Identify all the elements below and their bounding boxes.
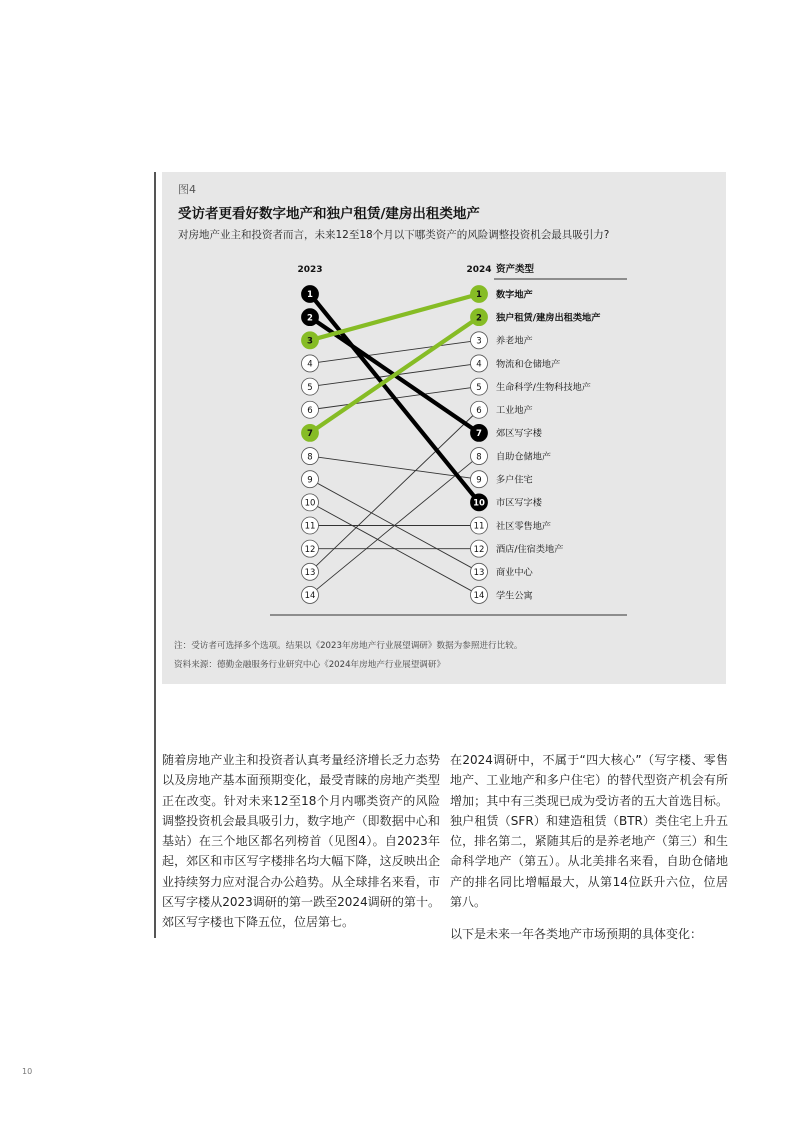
right-rank-label: 7	[476, 429, 482, 440]
left-rank-label: 9	[307, 475, 313, 486]
body-column-right	[450, 750, 728, 957]
right-rank-label: 5	[476, 382, 482, 393]
body-column-left	[162, 750, 440, 933]
right-rank-label: 3	[476, 336, 482, 347]
right-rank-label: 6	[476, 405, 482, 416]
figure-source: 资料来源：德勤金融服务行业研究中心《2024年房地产行业展望调研》	[174, 660, 446, 670]
category-label: 商业中心	[496, 567, 533, 579]
slope-line	[310, 340, 479, 363]
right-rank-label: 10	[473, 498, 485, 509]
left-rank-label: 11	[304, 521, 316, 532]
right-rank-label: 1	[476, 290, 482, 301]
right-rank-label: 12	[473, 544, 485, 555]
left-rank-label: 3	[307, 336, 313, 347]
left-rank-label: 10	[304, 498, 316, 509]
figure-panel	[162, 172, 726, 684]
category-label: 物流和仓储地产	[496, 358, 561, 370]
right-rank-label: 14	[473, 591, 485, 602]
category-header: 资产类型	[496, 264, 535, 275]
category-label: 多户住宅	[496, 474, 533, 486]
category-label: 酒店/住宿类地产	[496, 543, 564, 555]
figure-note: 注：受访者可选择多个选项。结果以《2023年房地产行业展望调研》数据为参照进行比较。	[174, 641, 523, 651]
body-paragraph: 在2024调研中，不属于“四大核心”（写字楼、零售地产、工业地产和多户住宅）的替代型资产机会有所增加；其中有三类现已成为受访者的五大首选目标。独户租赁（SFR）和建造租赁（BTR）类住宅上升五位，排名第二，紧随其后的是养老地产（第三）和生命科学地产（第五）。从北美排名来看，自助仓储地产的排名同比增幅最大，从第14位跃升六位，位居第八。	[450, 753, 728, 910]
right-rank-label: 4	[476, 359, 482, 370]
left-rank-label: 6	[307, 405, 313, 416]
right-year-label: 2024	[466, 265, 492, 275]
left-rank-label: 5	[307, 382, 313, 393]
margin-rule	[154, 172, 156, 938]
body-paragraph: 以下是未来一年各类地产市场预期的具体变化：	[450, 927, 703, 942]
right-rank-label: 13	[473, 568, 485, 578]
figure-label: 图4	[178, 183, 196, 196]
left-rank-label: 13	[304, 568, 316, 578]
left-rank-label: 1	[307, 290, 313, 301]
left-rank-label: 7	[307, 429, 313, 440]
right-rank-label: 11	[473, 521, 485, 532]
category-label: 独户租赁/建房出租类地产	[496, 312, 601, 324]
category-label: 自助仓储地产	[496, 451, 552, 463]
category-label: 工业地产	[496, 405, 533, 417]
slope-line	[310, 410, 482, 572]
category-label: 养老地产	[496, 335, 533, 347]
left-rank-label: 8	[307, 452, 313, 463]
left-year-label: 2023	[297, 265, 323, 275]
left-rank-label: 14	[304, 591, 316, 602]
figure-title: 受访者更看好数字地产和独户租赁/建房出租类地产	[178, 206, 480, 222]
right-rank-label: 9	[476, 475, 482, 486]
category-label: 生命科学/生物科技地产	[496, 381, 591, 393]
category-label: 市区写字楼	[496, 497, 542, 509]
slope-line	[310, 294, 482, 502]
right-rank-label: 2	[476, 313, 482, 324]
left-rank-label: 4	[307, 359, 313, 370]
category-label: 社区零售地产	[496, 520, 552, 532]
body-paragraph: 随着房地产业主和投资者认真考量经济增长乏力态势以及房地产基本面预期变化，最受青睐的房地产类型正在改变。针对未来12至18个月内哪类资产的风险调整投资机会最具吸引力，数字地产（即数据中心和基站）在三个地区都名列榜首（见图4）。自2023年起，郊区和市区写字楼排名均大幅下降，这反映出企业持续努力应对混合办公趋势。从全球排名来看，市区写字楼从2023调研的第一跌至2024调研的第十。郊区写字楼也下降五位，位居第七。	[162, 753, 440, 930]
right-rank-label: 8	[476, 452, 482, 463]
slope-line	[310, 456, 479, 479]
category-label: 学生公寓	[496, 590, 533, 602]
category-label: 数字地产	[496, 289, 533, 301]
figure-subtitle: 对房地产业主和投资者而言，未来12至18个月以下哪类资产的风险调整投资机会最具吸引力?	[178, 229, 610, 241]
left-rank-label: 2	[307, 313, 313, 324]
left-rank-label: 12	[304, 544, 316, 555]
slope-chart	[162, 172, 726, 684]
category-label: 郊区写字楼	[496, 428, 542, 440]
page-number: 10	[22, 1067, 33, 1076]
